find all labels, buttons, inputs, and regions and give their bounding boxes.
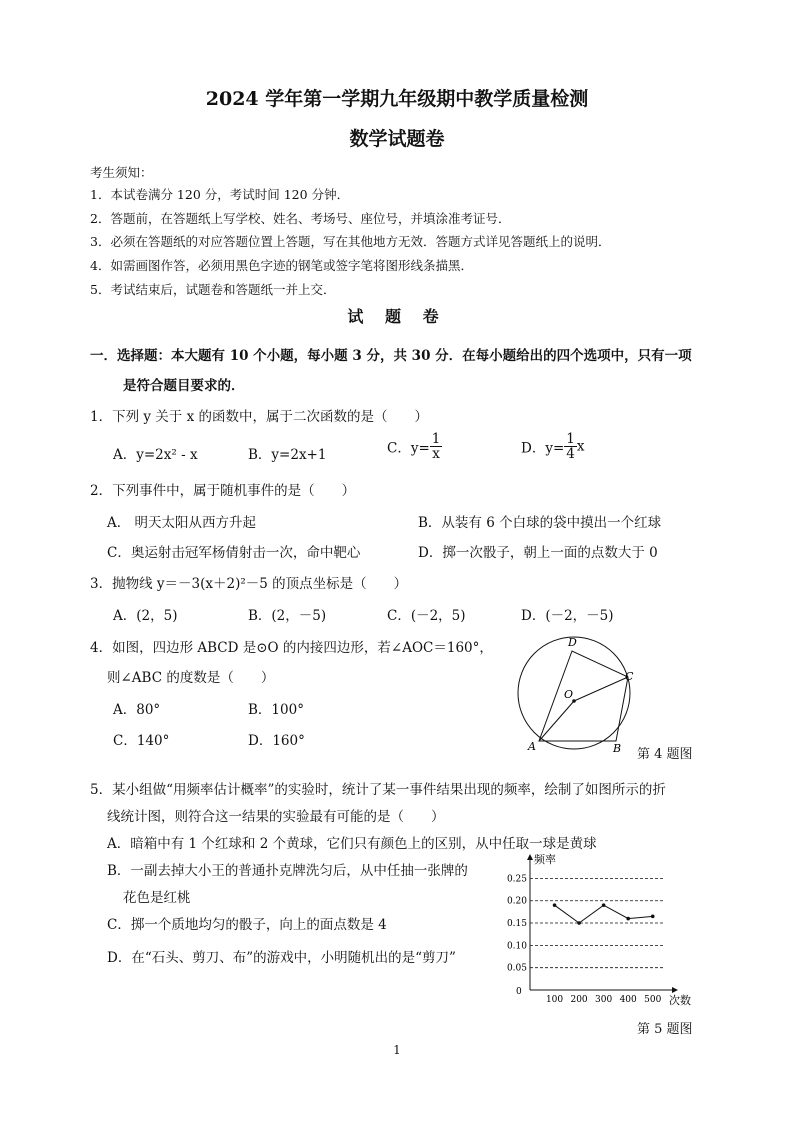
part1-instruction-cont: 是符合题目要求的．	[123, 378, 245, 394]
x-tick-label: 300	[595, 995, 613, 1005]
q3-option-a: A．(2，5)	[113, 608, 178, 624]
origin-label: 0	[516, 987, 522, 997]
q3-option-d: D．(－2，－5)	[521, 608, 614, 624]
q1-option-a: A．y=2x² - x	[113, 447, 198, 463]
q5-option-a: A．暗箱中有 1 个红球和 2 个黄球，它们只有颜色上的区别，从中任取一球是黄球	[107, 836, 597, 852]
segment-oc	[574, 677, 628, 701]
q5-option-d: D．在“石头、剪刀、布”的游戏中，小明随机出的是“剪刀”	[107, 950, 456, 966]
y-tick-label: 0.20	[506, 896, 527, 907]
y-tick-label: 0.05	[506, 963, 527, 974]
page-title: 2024 学年第一学期九年级期中教学质量检测	[205, 88, 589, 110]
q5-stem-cont: 线统计图，则符合这一结果的实验最有可能的是（ ）	[107, 809, 445, 825]
y-tick-label: 0.15	[506, 919, 527, 930]
x-tick-label: 100	[545, 995, 564, 1005]
notice-item: 4．如需画图作答，必须用黑色字迹的钢笔或签字笔将图形线条描黑．	[90, 258, 473, 273]
label-o: O	[564, 688, 574, 701]
q1-option-b: B．y=2x+1	[248, 447, 327, 463]
notice-item: 5．考试结束后，试题卷和答题纸一并上交．	[90, 282, 336, 297]
q5-stem: 5．某小组做“用频率估计概率”的实验时，统计了某一事件结果出现的频率，绘制了如图所示的折	[90, 782, 666, 798]
notice-item: 1．本试卷满分 120 分，考试时间 120 分钟．	[90, 187, 350, 202]
data-point	[651, 915, 655, 919]
q3-option-c: C．(－2，5)	[387, 608, 466, 624]
q3-option-b: B．(2，－5)	[248, 608, 327, 624]
q4-circle-figure	[510, 634, 650, 758]
x-tick-label: 400	[619, 995, 637, 1005]
y-axis-label: 频率	[534, 853, 556, 866]
data-point	[626, 917, 630, 921]
circle-o	[518, 637, 630, 749]
part1-instruction: 一．选择题：本大题有 10 个小题，每小题 3 分，共 30 分．在每小题给出的四个选项中，只有一项	[90, 348, 692, 364]
q4-option-c: C．140°	[113, 733, 170, 749]
q5-frequency-chart	[490, 853, 700, 1010]
q2-option-b: B．从装有 6 个白球的袋中摸出一个红球	[418, 515, 662, 531]
page-subtitle: 数学试题卷	[349, 128, 445, 150]
q4-stem-cont: 则∠ABC 的度数是（ ）	[107, 670, 275, 686]
data-point	[553, 903, 557, 907]
q2-option-d: D．掷一次骰子，朝上一面的点数大于 0	[418, 545, 658, 561]
q2-stem: 2．下列事件中，属于随机事件的是（ ）	[90, 483, 356, 499]
q4-caption: 第 4 题图	[637, 747, 693, 762]
notice-item: 2．答题前，在答题纸上写学校、姓名、考场号、座位号，并填涂准考证号．	[90, 211, 511, 226]
q2-option-a: A． 明天太阳从西方升起	[107, 515, 257, 531]
quadrilateral-abcd	[539, 651, 628, 741]
notice-item: 3．必须在答题纸的对应答题位置上答题，写在其他地方无效．答题方式详见答题纸上的说明．	[90, 234, 611, 249]
q5-option-c: C．掷一个质地均匀的骰子，向上的面点数是 4	[107, 917, 387, 933]
q5-option-b: B．一副去掉大小王的普通扑克牌洗匀后，从中任抽一张牌的	[107, 863, 468, 879]
q3-stem: 3．抛物线 y＝－3(x＋2)²－5 的顶点坐标是（ ）	[90, 576, 408, 592]
q4-option-d: D．160°	[248, 733, 305, 749]
q2-option-c: C．奥运射击冠军杨倩射击一次，命中靶心	[107, 545, 361, 561]
q1-option-c: C．y= $\frac{1}{x}$	[387, 431, 441, 463]
page-number: 1	[393, 1043, 401, 1057]
q4-option-a: A．80°	[113, 702, 161, 718]
data-point	[602, 903, 606, 907]
q4-option-b: B．100°	[248, 702, 304, 718]
label-b: B	[613, 742, 622, 755]
q5-option-b-cont: 花色是红桃	[123, 890, 191, 906]
section-title: 试 题 卷	[347, 307, 447, 326]
notice-heading: 考生须知：	[90, 165, 153, 180]
x-axis-label: 次数	[669, 994, 691, 1007]
x-tick-label: 200	[570, 995, 588, 1005]
segment-ao	[539, 701, 574, 741]
y-tick-label: 0.10	[506, 941, 527, 952]
q1-option-d: D．y= $\frac{1}{4}$ x	[521, 431, 585, 463]
label-a: A	[528, 740, 536, 753]
label-c: C	[625, 670, 634, 683]
q1-stem: 1．下列 y 关于 x 的函数中，属于二次函数的是（ ）	[90, 409, 428, 425]
data-point	[577, 921, 581, 925]
q4-stem: 4．如图，四边形 ABCD 是⊙O 的内接四边形，若∠AOC＝160°，	[90, 640, 493, 656]
series-line	[555, 905, 653, 923]
q5-caption: 第 5 题图	[637, 1022, 693, 1037]
y-tick-label: 0.25	[506, 874, 527, 885]
label-d: D	[568, 636, 577, 649]
x-tick-label: 500	[644, 995, 662, 1005]
